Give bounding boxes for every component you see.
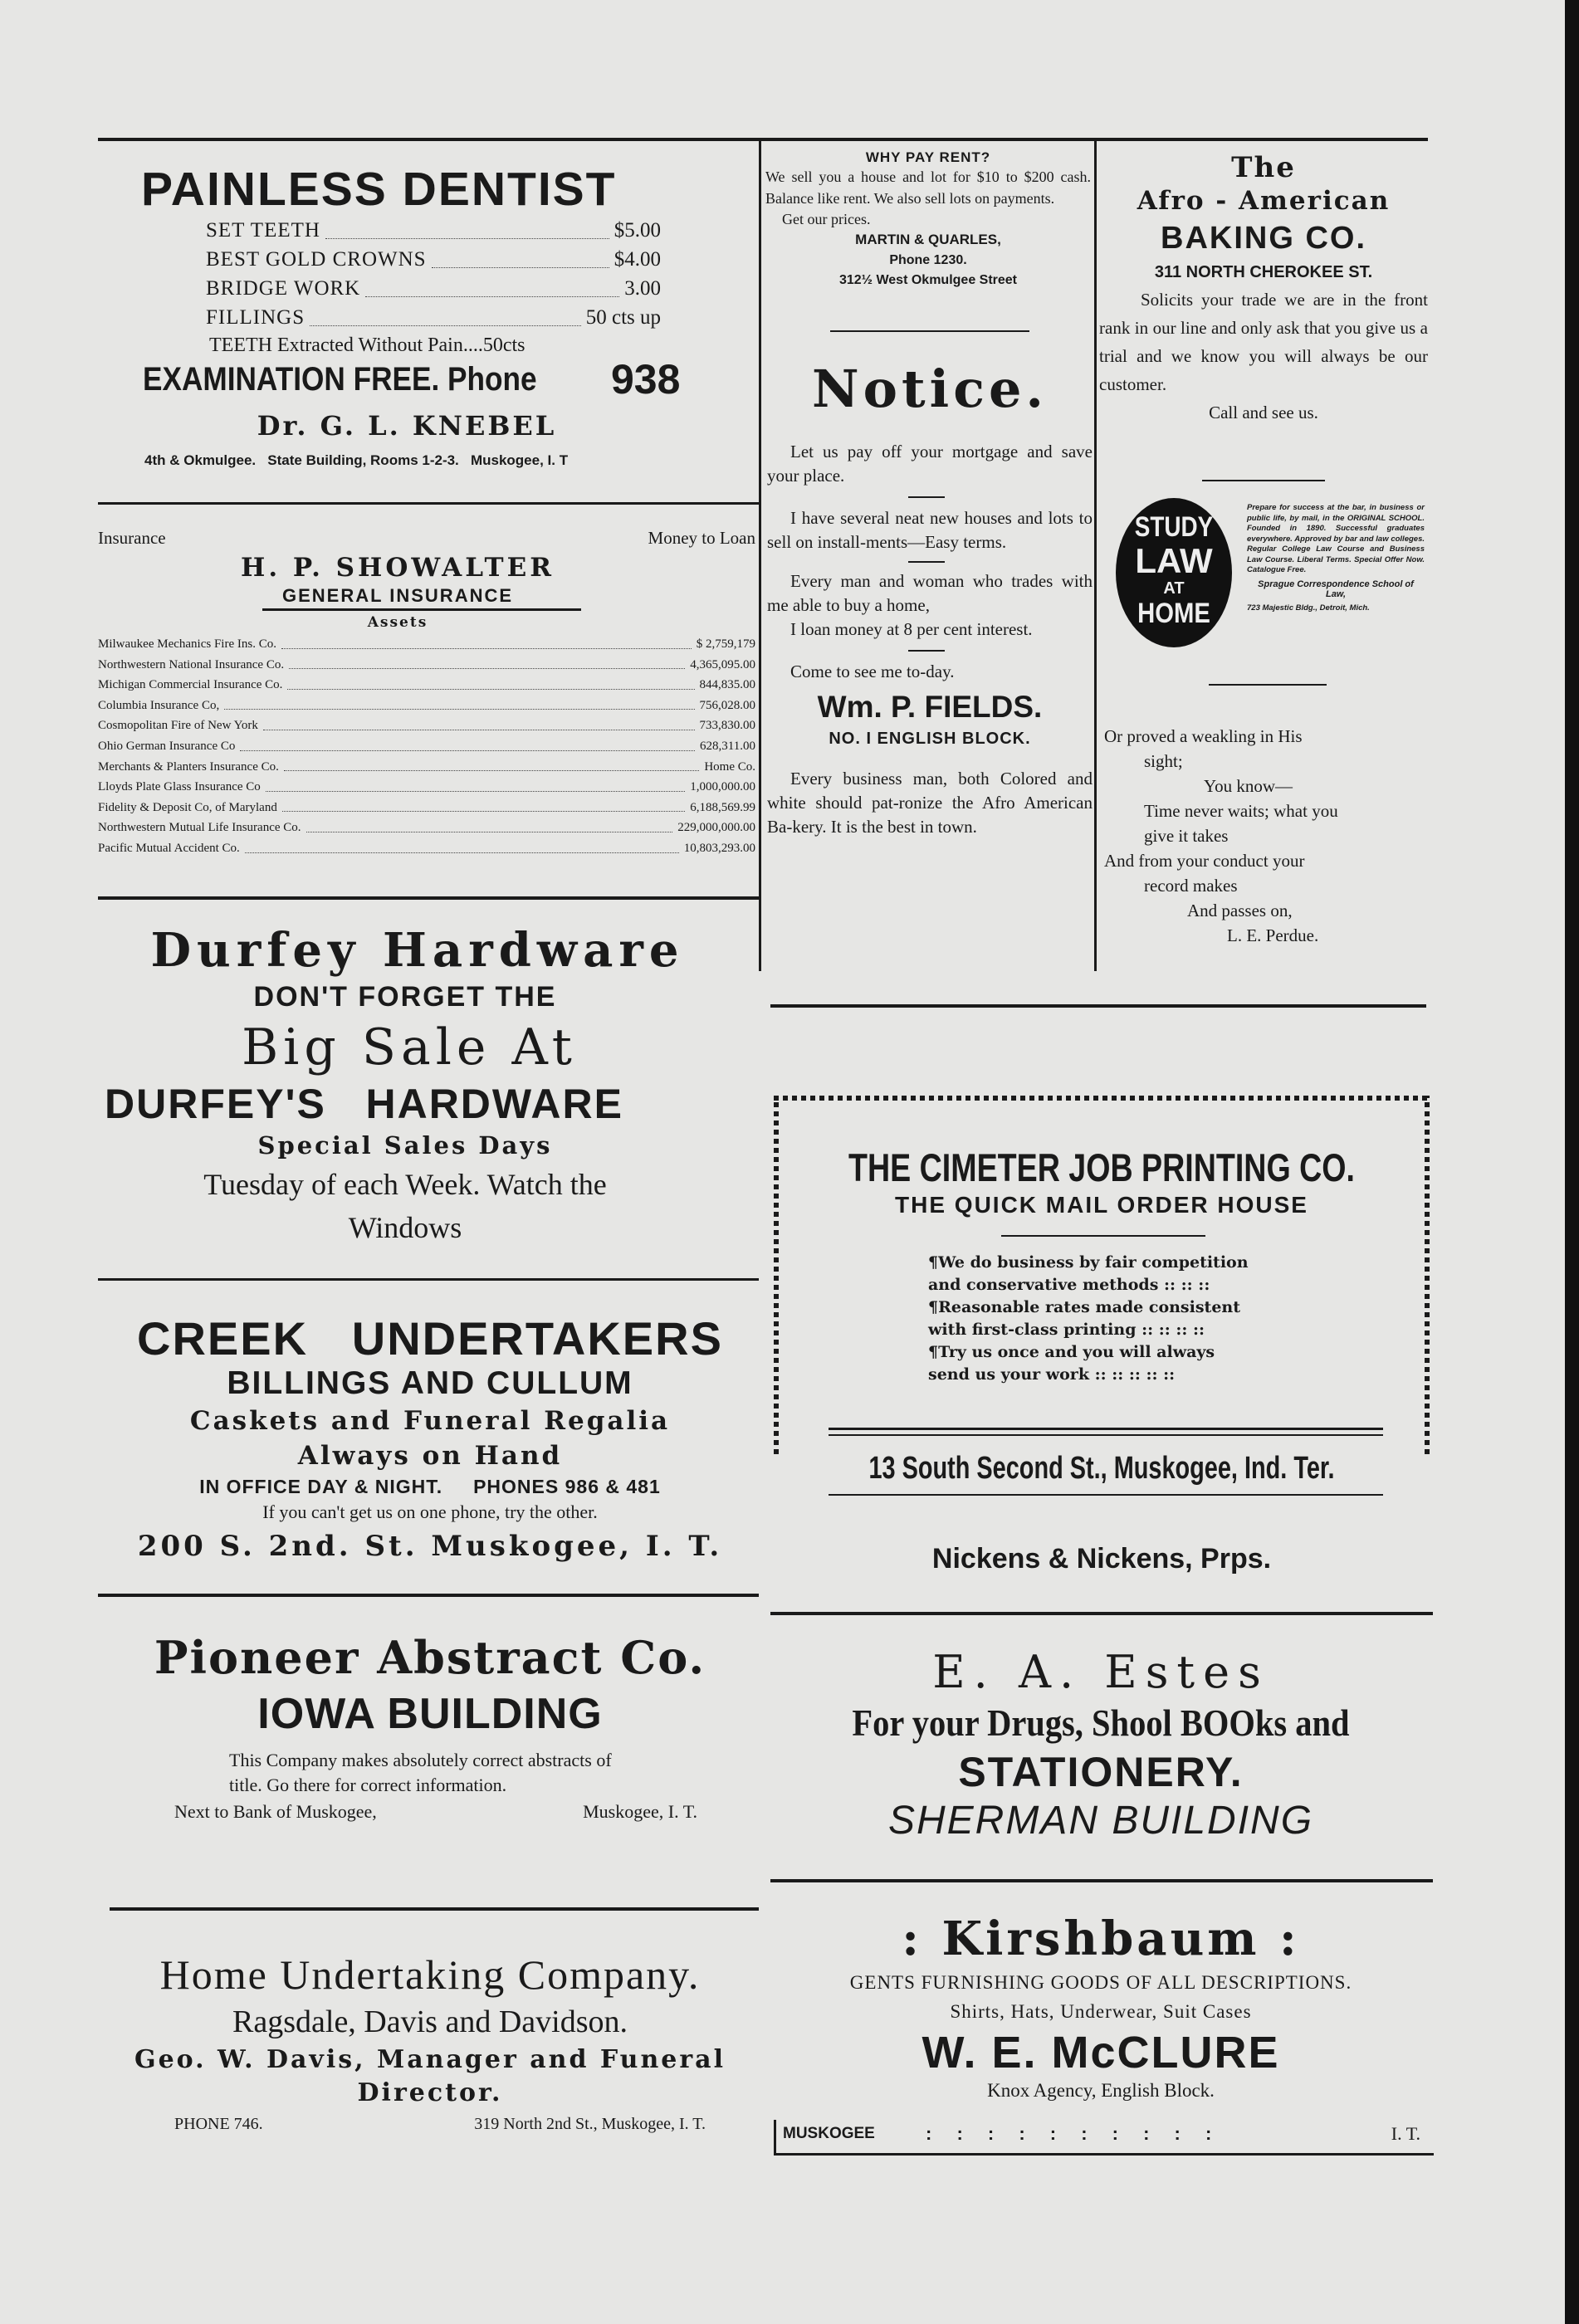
insurance-company: Merchants & Planters Insurance Co. <box>98 759 279 774</box>
dentist-item-price: $5.00 <box>614 219 661 242</box>
insurance-amount: 10,803,293.00 <box>683 841 755 855</box>
rent-body: We sell you a house and lot for $10 to $200 cash. Balance like rent. We also sell lots on payments. <box>765 168 1091 207</box>
kirsh-dots: : : : : : : : : : : <box>926 2123 1222 2144</box>
table-row <box>98 757 755 778</box>
pioneer-body: This Company makes absolutely correct abstracts of title. Go there for correct information. <box>229 1750 612 1795</box>
cimeter-addr: 13 South Second St., Muskogee, Ind. Ter. <box>868 1451 1335 1486</box>
insurance-amount: 844,835.00 <box>699 678 755 692</box>
pioneer-sub: IOWA BUILDING <box>257 1690 603 1738</box>
dentist-bottom-rule <box>98 502 759 505</box>
pioneer-bottom-row <box>174 1798 697 1826</box>
creek-l2: Always on Hand <box>297 1441 563 1471</box>
table-row <box>98 736 755 757</box>
insurance-amount: 6,188,569.99 <box>690 800 755 814</box>
cimeter-ad <box>782 1145 1421 1386</box>
cimeter-border-right <box>1425 1096 1430 1454</box>
home-sub: Ragsdale, Davis and Davidson. <box>232 2004 628 2039</box>
dentist-item-label: BEST GOLD CROWNS <box>206 248 427 271</box>
insurance-company: Pacific Mutual Accident Co. <box>98 841 240 855</box>
dot-leader <box>289 668 685 669</box>
baking-ad <box>1099 151 1428 427</box>
insurance-name: H. P. SHOWALTER <box>241 553 555 583</box>
dentist-phone: 938 <box>611 356 681 403</box>
table-row <box>98 696 755 716</box>
estes-ad <box>769 1645 1433 1844</box>
law-school: Sprague Correspondence School of Law, <box>1258 579 1414 599</box>
estes-l1: For your Drugs, Shool BOOks and <box>852 1702 1350 1744</box>
cimeter-line: with first-class printing :: :: :: :: <box>928 1321 1205 1339</box>
baking-afro: Afro - American <box>1137 186 1391 216</box>
insurance-amount: 4,365,095.00 <box>690 657 755 671</box>
home-right: 319 North 2nd St., Muskogee, I. T. <box>474 2115 706 2133</box>
baking-call: Call and see us. <box>1209 403 1318 422</box>
estes-bottom-rule <box>770 1879 1433 1882</box>
creek-ad <box>98 1313 762 1569</box>
law-divider <box>1209 684 1327 686</box>
insurance-table <box>98 634 755 859</box>
kirsh-l1: GENTS FURNISHING GOODS OF ALL DESCRIPTIONS. <box>849 1972 1352 1993</box>
top-rule <box>98 138 1428 141</box>
poem-line: You know— <box>1204 776 1293 796</box>
insurance-company: Ohio German Insurance Co <box>98 739 236 753</box>
poem <box>1104 724 1428 948</box>
rent-phone: Phone 1230. <box>889 253 967 267</box>
notice-p4: I loan money at 8 per cent interest. <box>790 619 1033 639</box>
cimeter-sub: THE QUICK MAIL ORDER HOUSE <box>895 1192 1308 1218</box>
insurance-left: Insurance <box>98 528 166 548</box>
dot-leader <box>310 325 581 326</box>
kirsh-name: : Kirshbaum : <box>902 1911 1300 1966</box>
insurance-amount: Home Co. <box>704 759 755 774</box>
poem-line: Or proved a weakling in His <box>1104 726 1303 746</box>
cimeter-border-left <box>774 1096 779 1454</box>
durfey-l1: DON'T FORGET THE <box>253 981 557 1013</box>
poem-line: sight; <box>1144 751 1183 771</box>
poem-line: record makes <box>1144 876 1238 896</box>
insurance-company: Fidelity & Deposit Co, of Maryland <box>98 800 277 814</box>
kirsh-ad <box>769 1909 1433 2103</box>
rent-prices: Get our prices. <box>782 211 871 227</box>
dentist-item-label: SET TEETH <box>206 219 320 242</box>
dentist-item-price: 50 cts up <box>585 306 661 329</box>
table-row <box>98 818 755 838</box>
cimeter-line: ¶Try us once and you will always <box>928 1343 1215 1361</box>
dot-leader <box>281 648 692 649</box>
cimeter-line: send us your work :: :: :: :: :: <box>928 1365 1176 1384</box>
insurance-underline <box>262 608 581 611</box>
study-law-badge <box>1116 498 1232 647</box>
notice-ad <box>767 357 1093 839</box>
creek-l4: If you can't get us on one phone, try the other. <box>262 1501 598 1522</box>
notice-p3: Every man and woman who trades with me able to buy a home, <box>767 571 1093 615</box>
durfey-bottom-rule <box>98 1278 759 1281</box>
rent-divider <box>830 330 1029 332</box>
notice-p2: I have several neat new houses and lots to sell on install-ments—Easy terms. <box>767 508 1093 552</box>
table-row <box>98 715 755 736</box>
cimeter-title: THE CIMETER JOB PRINTING CO. <box>848 1145 1355 1189</box>
dot-leader <box>240 750 695 751</box>
home-left: PHONE 746. <box>174 2115 263 2133</box>
insurance-amount: $ 2,759,179 <box>696 637 755 651</box>
cimeter-rule-2 <box>829 1434 1383 1436</box>
pioneer-ad <box>98 1628 762 1826</box>
dentist-price-row <box>206 216 661 245</box>
pioneer-title: Pioneer Abstract Co. <box>154 1631 706 1684</box>
right-rule-2 <box>770 1612 1433 1615</box>
notice-title: Notice. <box>812 359 1048 419</box>
insurance-company: Northwestern National Insurance Co. <box>98 657 285 671</box>
creek-bottom-rule <box>98 1594 759 1597</box>
baking-divider <box>1202 480 1325 481</box>
table-row <box>98 655 755 676</box>
insurance-ad <box>98 528 755 859</box>
creek-sub: BILLINGS AND CULLUM <box>227 1365 633 1401</box>
home-ad <box>98 1949 762 2138</box>
durfey-title: Durfey Hardware <box>150 923 685 978</box>
rent-street: 312½ West Okmulgee Street <box>838 273 1018 287</box>
notice-dash-1 <box>908 496 945 498</box>
estes-l2: STATIONERY. <box>958 1749 1244 1795</box>
rent-ad <box>762 149 1094 290</box>
notice-dash-2 <box>908 561 945 563</box>
baking-name: BAKING CO. <box>1161 221 1366 256</box>
insurance-assets: Assets <box>367 614 428 631</box>
dentist-exam-line <box>143 356 722 408</box>
dentist-price-row <box>206 274 661 303</box>
home-bottom-row <box>174 2110 706 2138</box>
insurance-amount: 756,028.00 <box>699 698 755 712</box>
baking-street: 311 NORTH CHEROKEE ST. <box>1154 263 1373 281</box>
cimeter-underline <box>1001 1235 1205 1237</box>
durfey-l5: Tuesday of each Week. Watch the <box>203 1168 607 1201</box>
column-rule-2 <box>1094 141 1097 971</box>
insurance-company: Michigan Commercial Insurance Co. <box>98 678 283 692</box>
table-row <box>98 798 755 818</box>
cimeter-rule-1 <box>829 1428 1383 1430</box>
dentist-exam: EXAMINATION FREE. Phone <box>143 361 537 398</box>
notice-p1: Let us pay off your mortgage and save your place. <box>767 442 1093 486</box>
dentist-address: 4th & Okmulgee. State Building, Rooms 1-2-3. Muskogee, I. T <box>144 452 569 468</box>
cimeter-line: ¶Reasonable rates made consistent <box>928 1298 1241 1316</box>
law-text: Prepare for success at the bar, in business or public life, by mail, in the ORIGINAL SCHOOL. Founded in 1890. Successful graduates everywhere. Approved by bar and law colleges. Regular College Law Course and Business Law Course. Liberal Terms. Special Offer Now. Catalogue Free. <box>1247 503 1425 574</box>
insurance-right: Money to Loan <box>648 528 755 548</box>
notice-p5: Come to see me to-day. <box>790 662 955 681</box>
durfey-l2: Big Sale At <box>242 1018 577 1077</box>
insurance-company: Columbia Insurance Co, <box>98 698 220 712</box>
kirsh-bottom-row <box>774 2120 1434 2156</box>
cimeter-rule-3 <box>829 1494 1383 1496</box>
table-row <box>98 634 755 655</box>
law-text-block <box>1247 503 1425 613</box>
estes-l3: SHERMAN BUILDING <box>887 1799 1314 1843</box>
dot-leader <box>266 791 685 792</box>
poem-author: L. E. Perdue. <box>1227 925 1319 945</box>
baking-body: Solicits your trade we are in the front rank in our line and only ask that you give us a trial and we know you will always be our customer. <box>1099 290 1428 394</box>
law-addr: 723 Majestic Bldg., Detroit, Mich. <box>1247 603 1370 613</box>
insurance-bottom-rule <box>98 896 759 900</box>
dentist-price-list <box>206 216 661 332</box>
dentist-item-price: $4.00 <box>614 248 661 271</box>
rent-firm: MARTIN & QUARLES, <box>855 232 1001 247</box>
notice-p6: Every business man, both Colored and white should pat-ronize the Afro American Ba-kery. It is the best in town. <box>767 769 1093 837</box>
creek-title: CREEK UNDERTAKERS <box>137 1312 723 1365</box>
law-w2: LAW <box>1135 541 1213 580</box>
law-w1: STUDY <box>1134 511 1214 543</box>
insurance-top-row <box>98 528 755 549</box>
cimeter-prps: Nickens & Nickens, Prps. <box>931 1543 1272 1575</box>
dot-leader <box>287 689 694 690</box>
dot-leader <box>325 238 609 239</box>
insurance-amount: 733,830.00 <box>699 719 755 733</box>
creek-l3: IN OFFICE DAY & NIGHT. PHONES 986 & 481 <box>199 1476 661 1497</box>
insurance-company: Milwaukee Mechanics Fire Ins. Co. <box>98 637 276 651</box>
notice-name: Wm. P. FIELDS. <box>817 690 1043 724</box>
table-row <box>98 777 755 798</box>
dot-leader <box>282 811 685 812</box>
dentist-ad <box>141 164 722 469</box>
kirsh-l4: Knox Agency, English Block. <box>987 2080 1215 2101</box>
durfey-l4: Special Sales Days <box>257 1131 553 1160</box>
pioneer-left: Next to Bank of Muskogee, <box>174 1801 377 1822</box>
home-mgr: Geo. W. Davis, Manager and Funeral Director. <box>134 2045 726 2107</box>
notice-dash-3 <box>908 650 945 652</box>
dot-leader <box>365 296 619 297</box>
cimeter-line: ¶We do business by fair competition <box>928 1253 1249 1272</box>
right-rule-1 <box>770 1004 1426 1008</box>
poem-lines <box>1104 724 1428 923</box>
kirsh-l2: Shirts, Hats, Underwear, Suit Cases <box>950 2001 1252 2022</box>
table-row <box>98 675 755 696</box>
kirsh-left: MUSKOGEE <box>783 2125 875 2142</box>
dentist-title: PAINLESS DENTIST <box>141 163 617 216</box>
cimeter-border-top <box>774 1096 1430 1101</box>
insurance-sub: GENERAL INSURANCE <box>281 585 514 606</box>
creek-l5: 200 S. 2nd. St. Muskogee, I. T. <box>137 1530 723 1563</box>
durfey-l6: Windows <box>348 1211 462 1244</box>
dentist-price-row <box>206 245 661 274</box>
kirsh-l3: W. E. McCLURE <box>921 2028 1280 2077</box>
estes-name: E. A. Estes <box>932 1646 1269 1698</box>
poem-line: give it takes <box>1144 826 1229 846</box>
table-row <box>98 838 755 859</box>
home-title: Home Undertaking Company. <box>159 1951 701 1998</box>
insurance-company: Northwestern Mutual Life Insurance Co. <box>98 821 301 835</box>
dentist-item-label: FILLINGS <box>206 306 306 329</box>
law-w3: AT <box>1163 579 1185 598</box>
insurance-company: Lloyds Plate Glass Insurance Co <box>98 780 261 794</box>
insurance-company: Cosmopolitan Fire of New York <box>98 719 258 733</box>
pioneer-right: Muskogee, I. T. <box>583 1801 697 1822</box>
column-rule-1 <box>759 141 761 971</box>
dot-leader <box>224 709 694 710</box>
dot-leader <box>245 852 679 853</box>
dot-leader <box>284 770 699 771</box>
insurance-amount: 229,000,000.00 <box>677 821 755 835</box>
dentist-item-price: 3.00 <box>624 277 661 300</box>
durfey-l3: DURFEY'S HARDWARE <box>105 1081 623 1127</box>
baking-the: The <box>1231 151 1296 184</box>
kirsh-right: I. T. <box>1391 2123 1420 2144</box>
cimeter-line: and conservative methods :: :: :: <box>928 1276 1210 1294</box>
poem-line: Time never waits; what you <box>1144 801 1338 821</box>
pioneer-bottom-rule <box>110 1907 759 1911</box>
creek-l1: Caskets and Funeral Regalia <box>189 1406 671 1436</box>
rent-title: WHY PAY RENT? <box>865 149 991 165</box>
dentist-price-row <box>206 303 661 332</box>
cimeter-lines <box>782 1252 1421 1386</box>
dentist-item-label: BRIDGE WORK <box>206 277 361 300</box>
insurance-amount: 1,000,000.00 <box>690 780 755 794</box>
law-w4: HOME <box>1137 598 1210 629</box>
poem-line: And passes on, <box>1187 901 1293 920</box>
dot-leader <box>432 267 609 268</box>
insurance-amount: 628,311.00 <box>700 739 755 753</box>
durfey-ad <box>98 923 762 1248</box>
dentist-extracted: TEETH Extracted Without Pain....50cts <box>209 334 526 356</box>
dentist-doctor: Dr. G. L. KNEBEL <box>257 410 557 442</box>
poem-line: And from your conduct your <box>1104 851 1305 871</box>
notice-block: NO. I ENGLISH BLOCK. <box>829 730 1031 748</box>
